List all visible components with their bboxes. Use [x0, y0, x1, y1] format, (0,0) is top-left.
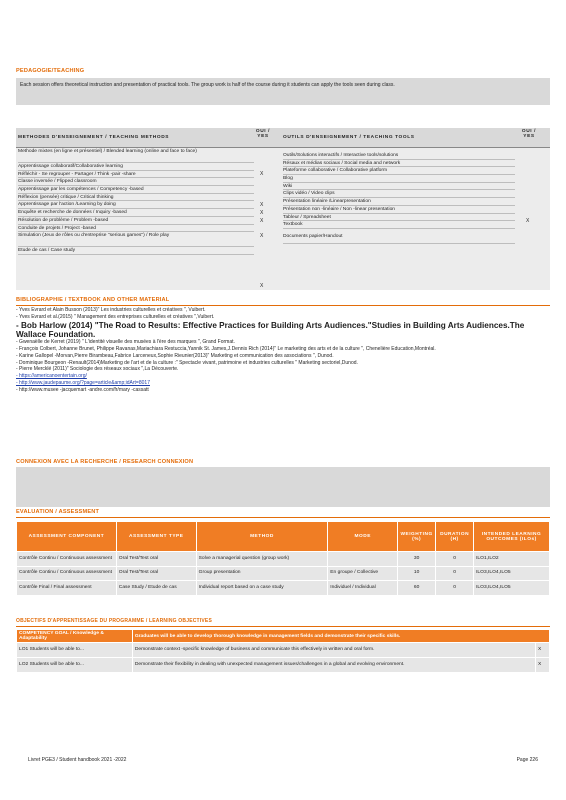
evaluation-rule [16, 517, 550, 518]
method-row: Réfléchir - Se regrouper - Partager / Think -pair -share [18, 171, 254, 179]
eval-duration: 0 [436, 552, 474, 567]
tool-row: Wiki [283, 183, 515, 191]
bibliography-entry: - Gwenaëlle de Kerret (2019) " L'identité visuelle des musées à l'ère des marques ", Grand Format. [16, 338, 235, 345]
method-yes-mark: X [260, 233, 264, 239]
methods-yes-header: OUI / YES [255, 129, 271, 139]
method-yes-mark: X [260, 171, 264, 177]
evaluation-row [17, 581, 550, 596]
tool-yes-mark: X [526, 218, 530, 224]
objective-code: LO1 Students will be able to... [17, 643, 133, 658]
eval-duration: 0 [436, 581, 474, 596]
tool-row: Tableur / Spreadsheet [283, 214, 515, 222]
tool-row: Blog [283, 175, 515, 183]
eval-header: WEIGHTING (%) [398, 522, 436, 552]
competency-goal: COMPETENCY GOAL / Knowledge & Adaptability [17, 630, 133, 643]
objectives-header-row [17, 630, 550, 643]
bibliography-entry: - Yves Evrard et Alain Busson (2013)" Les industries culturelles et créatives ", Vuibert. [16, 307, 206, 313]
pedagogy-title: PEDAGOGIE/TEACHING [16, 68, 85, 74]
tools-col-header: OUTILS D'ENSEIGNEMENT / TEACHING TOOLS [283, 135, 415, 140]
tool-row: Présentation non -linéaire / Non -linear presentation [283, 206, 515, 214]
pedagogy-intro: Each session offers theoretical instruction and presentation of practical tools. The group work is half of the course during it students can apply the tools seen during class. [20, 82, 395, 88]
eval-header: MODE [328, 522, 398, 552]
method-yes-mark: X [260, 202, 264, 208]
eval-method: Solve a managerial question (group work) [196, 552, 328, 567]
bibliography-entry: - Yves Evrard et al.(2015) " Management des entreprises culturelles et créatives ",Vuibert. [16, 313, 215, 320]
methods-table-body [16, 148, 550, 290]
evaluation-row [17, 552, 550, 567]
eval-weight: 30 [398, 552, 436, 567]
eval-component: Contrôle Continu / Continuous assessment [17, 552, 117, 567]
method-row: Simulation (Jeux de rôles ou d'entreprise "serious games") / Role play [18, 232, 254, 247]
eval-mode [328, 552, 398, 567]
objective-desc: Demonstrate context -specific knowledge of business and communicate this effectively in written and oral form. [132, 643, 535, 658]
objective-mark: X [535, 643, 549, 658]
bibliography-rule [16, 305, 550, 306]
eval-type: Oral Test/Test oral [116, 552, 196, 567]
eval-component: Contrôle Final / Final assessment [17, 581, 117, 596]
method-row: Etude de cas / Case study [18, 247, 254, 255]
tool-row: Présentation linéaire /Linearpresentation [283, 198, 515, 206]
objective-code: LO2 Students will be able to... [17, 658, 133, 673]
objectives-title: OBJECTIFS D'APPRENTISSAGE DU PROGRAMME / LEARNING OBJECTIVES [16, 618, 212, 624]
tool-row: Plateforme collaborative / Collaborative platform [283, 167, 515, 175]
tools-list [283, 152, 515, 244]
method-yes-mark: X [260, 210, 264, 216]
research-title: CONNEXION AVEC LA RECHERCHE / RESEARCH CONNEXION [16, 459, 194, 465]
bibliography-entry: - Pierre Mercklé (2011)" Sociologie des réseaux sociaux ",La Découverte. [16, 366, 179, 373]
methods-table-header [16, 128, 550, 148]
bibliography-entry: - http://www.musee -jacquemart -andre.com/fr/mary -cassatt [16, 387, 149, 394]
methods-list [18, 148, 254, 255]
evaluation-title: EVALUATION / ASSESSMENT [16, 509, 100, 515]
bibliography-link[interactable]: - https://americanoentertain.org/ [16, 373, 87, 380]
eval-ilos: ILO3,ILO4,ILO5 [474, 581, 550, 596]
competency-description: Graduates will be able to develop thorough knowledge in management fields and demonstrate their specific skills. [132, 630, 549, 643]
objective-mark: X [535, 658, 549, 673]
tool-row: Documents papier/Handout [283, 229, 515, 244]
eval-method: Group presentation [196, 566, 328, 581]
evaluation-row [17, 566, 550, 581]
eval-duration: 0 [436, 566, 474, 581]
method-row: Classe inversée / Flipped classroom [18, 178, 254, 186]
eval-weight: 10 [398, 566, 436, 581]
tool-row: Textbook [283, 221, 515, 229]
method-row: Apprentissage par l'action /Learning by doing [18, 201, 254, 209]
method-yes-mark: X [260, 283, 264, 289]
eval-method: Individual report based on a case study [196, 581, 328, 596]
tool-row: Clips vidéo / Video clips [283, 190, 515, 198]
handbook-page [16, 0, 550, 800]
method-row: Enquête et recherche de données / Inquiry -based [18, 209, 254, 217]
method-row: Methode mixtes (en ligne et présentiel) / Blended learning (online and face to face) [18, 148, 254, 163]
objectives-rule [16, 626, 550, 627]
method-row: Apprentissage collaboratif/Collaborative learning [18, 163, 254, 171]
method-yes-mark: X [260, 218, 264, 224]
method-row: Conduite de projets / Project -based [18, 225, 254, 233]
eval-header: INTENDED LEARNING OUTCOMES (ILOs) [474, 522, 550, 552]
eval-header: ASSESSMENT TYPE [116, 522, 196, 552]
bibliography-link[interactable]: - http://www.jaudepaume.org/?page=article&amp;idArt=8017 [16, 380, 150, 387]
eval-type: Case Study / Etude de cas [116, 581, 196, 596]
eval-header: DURATION (H) [436, 522, 474, 552]
footer-left: Livret PGE3 / Student handbook 2021 -2022 [28, 757, 127, 763]
objective-row [17, 643, 550, 658]
eval-component: Contrôle Continu / Continuous assessment [17, 566, 117, 581]
eval-mode: Individuel / Individual [328, 581, 398, 596]
research-box [16, 467, 550, 507]
eval-header: METHOD [196, 522, 328, 552]
tool-row: Outils/Solutions interactifs / Interactive tools/solutions [283, 152, 515, 160]
pedagogy-box [16, 78, 550, 105]
eval-mode: En groupe / Collective [328, 566, 398, 581]
evaluation-header-row [17, 522, 550, 552]
tool-row: Résaux et médias sociaux / Social media and network [283, 160, 515, 168]
bibliography-entry: - François Colbert, Johanne Brunet, Philippe Ravanas,Mariachiara Restuccia,Yannik St. James,J.Dennis Rich (2014)" Le marketing des arts et de la culture ", Chenelière Education,Montréal. [16, 345, 436, 352]
eval-weight: 60 [398, 581, 436, 596]
page-number: Page 226 [516, 757, 538, 763]
bibliography-list [16, 307, 550, 394]
method-row: Réflexion (pensée) critique / Critical thinking [18, 194, 254, 202]
bibliography-entry-large: - Bob Harlow (2014) "The Road to Results: Effective Practices for Building Arts Audiences."Studies in Building Arts Audiences.The Wallace Foundation. [16, 320, 525, 339]
bibliography-title: BIBLIOGRAPHIE / TEXTBOOK AND OTHER MATERIAL [16, 297, 170, 303]
objective-desc: Demonstrate their flexibility in dealing with unexpected management issues/challenges in a global and evolving environment. [132, 658, 535, 673]
eval-ilos: ILO1,ILO2 [474, 552, 550, 567]
eval-ilos: ILO3,ILO4,ILO5 [474, 566, 550, 581]
method-row: Résolution de problème / Problem -based [18, 217, 254, 225]
tools-yes-header: OUI / YES [521, 129, 537, 139]
method-row: Apprentissage par les compétences / Competency -based [18, 186, 254, 194]
objectives-table [16, 629, 550, 673]
methods-col-header: METHODES D'ENSEIGNEMENT / TEACHING METHODS [18, 135, 170, 140]
bibliography-entry: - Karine Gallopel -Morvan,Pierre Birambeau,Fabrice Larceneux,Sophie Rieunier(2013)" Marketing et communication des associations ", Dunod. [16, 352, 334, 359]
evaluation-table [16, 521, 550, 596]
eval-header: ASSESSMENT COMPONENT [17, 522, 117, 552]
bibliography-entry: - Dominique Bourgeon -Renault(2014)Marketing de l'art et de la culture :" Spectacle vivant, patrimoine et industries culturelles " Marketing sectoriel,Dunod. [16, 359, 358, 366]
eval-type: Oral Test/Test oral [116, 566, 196, 581]
objective-row [17, 658, 550, 673]
